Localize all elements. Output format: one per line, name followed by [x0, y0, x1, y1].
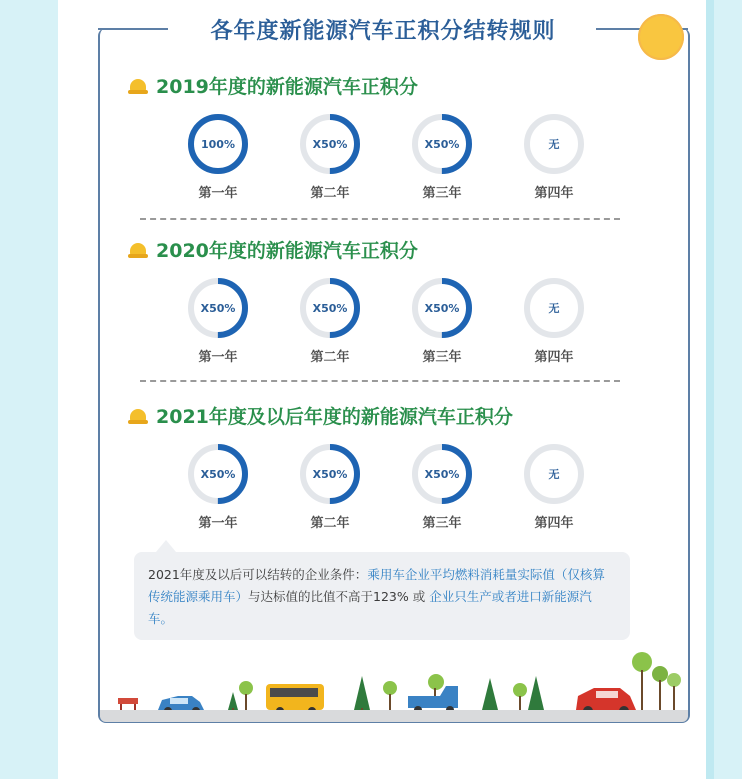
infographic-card	[58, 0, 706, 779]
ring-item	[402, 442, 482, 531]
ring-item	[514, 442, 594, 531]
ring-group-2021	[178, 442, 638, 532]
tree-icon	[513, 683, 527, 710]
pine-tree-icon	[528, 676, 544, 710]
ring-group-2020	[178, 276, 638, 366]
pine-tree-icon	[482, 678, 498, 710]
note-highlight-2: 企业只生产或者进口新能源汽车。	[148, 589, 592, 626]
ring-value: X50%	[200, 302, 236, 315]
progress-ring	[186, 442, 250, 506]
year-label: 第一年	[198, 350, 238, 365]
ring-value: X50%	[424, 468, 460, 481]
year-label: 第一年	[198, 516, 238, 531]
progress-ring	[186, 112, 250, 176]
note-highlight-1: 乘用车企业平均燃料消耗量实际值（仅核算传统能源乘用车）	[148, 567, 605, 604]
left-background-strip	[0, 0, 58, 779]
year-label: 第四年	[534, 516, 574, 531]
ring-value: X50%	[312, 468, 348, 481]
ring-item	[290, 112, 370, 201]
ring-item	[178, 276, 258, 365]
conditions-note	[134, 552, 630, 640]
year-label: 第四年	[534, 350, 574, 365]
ring-value: X50%	[312, 138, 348, 151]
note-prefix: 2021年度及以后可以结转的企业条件：	[148, 567, 368, 582]
ring-value: 无	[548, 468, 560, 481]
year-label: 第二年	[310, 350, 350, 365]
section-title-2019	[128, 72, 418, 99]
section-divider	[140, 380, 620, 382]
ring-item	[514, 112, 594, 201]
year-label: 第二年	[310, 516, 350, 531]
ring-item	[290, 276, 370, 365]
progress-ring	[298, 112, 362, 176]
progress-ring	[410, 112, 474, 176]
progress-ring	[410, 276, 474, 340]
ring-value: 无	[548, 138, 560, 151]
ring-value: 无	[548, 302, 560, 315]
progress-ring	[522, 112, 586, 176]
ring-value: X50%	[424, 302, 460, 315]
bell-icon	[128, 241, 148, 259]
ring-item	[178, 112, 258, 201]
road	[100, 710, 688, 722]
progress-ring	[298, 442, 362, 506]
ring-item	[290, 442, 370, 531]
section-divider	[140, 218, 620, 220]
year-label: 第二年	[310, 186, 350, 201]
section-title-text: 2021年度及以后年度的新能源汽车正积分	[156, 406, 513, 428]
ring-item	[178, 442, 258, 531]
frame-top-line-left	[98, 28, 168, 30]
year-label: 第四年	[534, 186, 574, 201]
progress-ring	[186, 276, 250, 340]
ring-value: X50%	[424, 138, 460, 151]
tree-icon	[228, 692, 238, 712]
ring-item	[402, 276, 482, 365]
note-middle: 与达标值的比值不高于123% 或	[248, 589, 430, 604]
section-title-text: 2019年度的新能源汽车正积分	[156, 76, 418, 98]
bell-icon	[128, 407, 148, 425]
year-label: 第三年	[422, 516, 462, 531]
tree-icon	[383, 681, 397, 710]
ring-value: X50%	[200, 468, 236, 481]
year-label: 第三年	[422, 350, 462, 365]
ring-group-2019	[178, 112, 638, 202]
section-title-2021	[128, 402, 513, 429]
ring-value: 100%	[201, 138, 235, 151]
bench-icon	[118, 698, 138, 710]
progress-ring	[298, 276, 362, 340]
ring-item	[402, 112, 482, 201]
page-title: 各年度新能源汽车正积分结转规则	[210, 19, 556, 44]
progress-ring	[410, 442, 474, 506]
section-title-text: 2020年度的新能源汽车正积分	[156, 240, 418, 262]
progress-ring	[522, 276, 586, 340]
right-background-strip	[706, 0, 742, 779]
section-title-2020	[128, 236, 418, 263]
sun-icon	[638, 14, 684, 60]
tree-icon	[239, 681, 253, 710]
bell-icon	[128, 77, 148, 95]
ring-item	[514, 276, 594, 365]
pine-tree-icon	[354, 676, 370, 712]
ring-value: X50%	[312, 302, 348, 315]
tree-icon	[632, 652, 681, 710]
year-label: 第三年	[422, 186, 462, 201]
progress-ring	[522, 442, 586, 506]
pickup-truck-icon	[408, 674, 458, 714]
year-label: 第一年	[198, 186, 238, 201]
